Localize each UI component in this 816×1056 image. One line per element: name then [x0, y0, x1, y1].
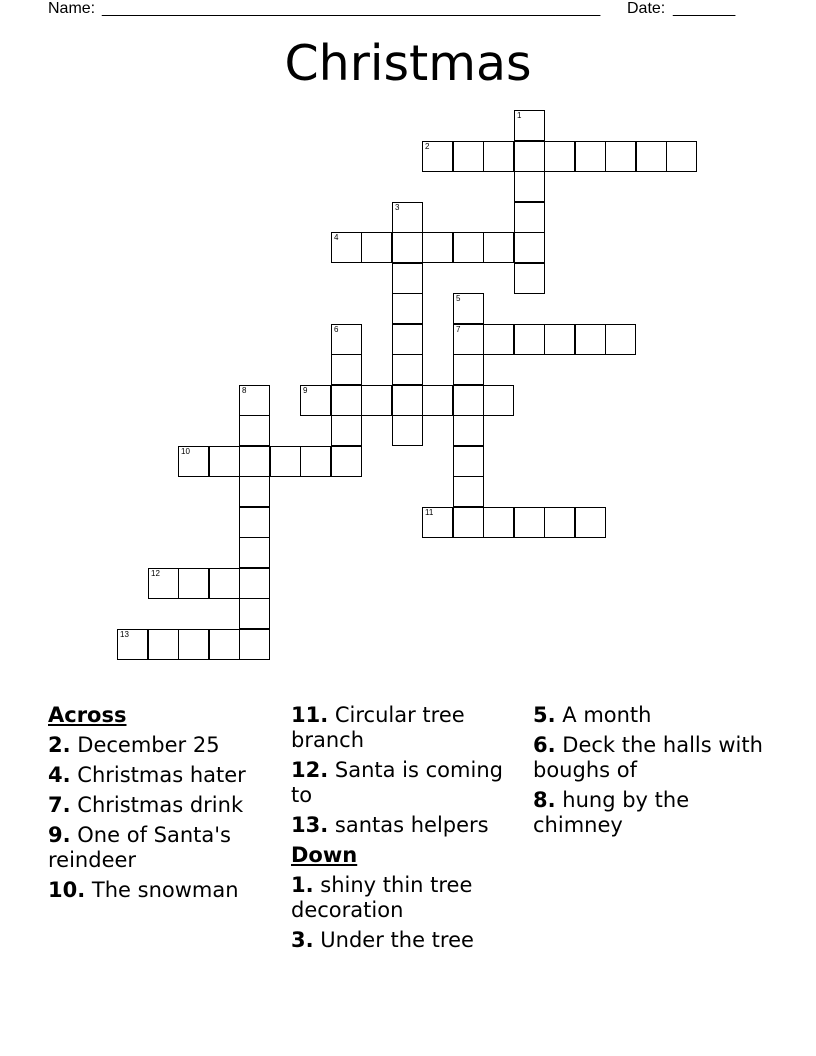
name-label: Name:: [48, 0, 96, 17]
clue-across-2: [48, 733, 278, 758]
date-label: Date:: [627, 0, 666, 17]
crossword-cell[interactable]: [392, 232, 423, 263]
crossword-cell[interactable]: [453, 415, 484, 446]
crossword-cell[interactable]: [514, 263, 545, 294]
clue-text: Santa is coming to: [291, 758, 503, 807]
clue-across-9: [48, 823, 278, 873]
clue-number-label: 11: [425, 508, 434, 517]
clue-number: 12.: [291, 758, 329, 782]
clue-number-label: 6: [334, 325, 339, 334]
crossword-cell[interactable]: [209, 629, 240, 660]
clue-text: The snowman: [91, 878, 239, 902]
clue-number: 6.: [533, 733, 556, 757]
crossword-cell[interactable]: [117, 629, 148, 660]
crossword-cell[interactable]: [575, 141, 606, 172]
clue-number-label: 3: [395, 203, 400, 212]
clue-down-5: [533, 703, 763, 728]
clue-number: 2.: [48, 733, 71, 757]
crossword-cell[interactable]: [392, 263, 423, 294]
crossword-cell[interactable]: [605, 324, 636, 355]
crossword-cell[interactable]: [392, 324, 423, 355]
crossword-cell[interactable]: [178, 446, 209, 477]
crossword-cell[interactable]: [239, 446, 270, 477]
crossword-cell[interactable]: [483, 385, 514, 416]
crossword-cell[interactable]: [239, 476, 270, 507]
clue-text: Deck the halls with boughs of: [533, 733, 763, 782]
clue-number-label: 8: [242, 386, 247, 395]
crossword-cell[interactable]: [239, 507, 270, 538]
clue-number: 5.: [533, 703, 556, 727]
crossword-cell[interactable]: [453, 354, 484, 385]
clue-number: 4.: [48, 763, 71, 787]
crossword-cell[interactable]: [453, 324, 484, 355]
clue-across-7: [48, 793, 278, 818]
crossword-cell[interactable]: [666, 141, 697, 172]
crossword-cell[interactable]: [331, 446, 362, 477]
crossword-cell[interactable]: [605, 141, 636, 172]
crossword-cell[interactable]: [392, 202, 423, 233]
crossword-cell[interactable]: [392, 415, 423, 446]
crossword-cell[interactable]: [544, 324, 575, 355]
crossword-cell[interactable]: [453, 476, 484, 507]
crossword-cell[interactable]: [453, 446, 484, 477]
clues-column-1: [48, 703, 278, 908]
crossword-cell[interactable]: [239, 537, 270, 568]
crossword-cell[interactable]: [483, 507, 514, 538]
crossword-cell[interactable]: [300, 446, 331, 477]
crossword-cell[interactable]: [300, 385, 331, 416]
crossword-cell[interactable]: [483, 141, 514, 172]
across-heading: Across: [48, 703, 127, 727]
crossword-cell[interactable]: [331, 232, 362, 263]
crossword-cell[interactable]: [331, 385, 362, 416]
down-heading: Down: [291, 843, 358, 867]
crossword-cell[interactable]: [453, 293, 484, 324]
crossword-cell[interactable]: [514, 324, 545, 355]
crossword-cell[interactable]: [483, 324, 514, 355]
crossword-cell[interactable]: [331, 324, 362, 355]
clue-number: 10.: [48, 878, 86, 902]
page-title: Christmas: [284, 35, 532, 92]
crossword-cell[interactable]: [392, 293, 423, 324]
crossword-cell[interactable]: [331, 415, 362, 446]
clue-across-4: [48, 763, 278, 788]
crossword-cell[interactable]: [239, 568, 270, 599]
clue-number-label: 1: [517, 111, 522, 120]
clue-number: 8.: [533, 788, 556, 812]
crossword-cell[interactable]: [514, 110, 545, 141]
crossword-cell[interactable]: [453, 232, 484, 263]
crossword-cell[interactable]: [148, 629, 179, 660]
clue-number: 7.: [48, 793, 71, 817]
crossword-cell[interactable]: [483, 232, 514, 263]
crossword-cell[interactable]: [514, 232, 545, 263]
clue-number-label: 9: [303, 386, 308, 395]
clue-number-label: 7: [456, 325, 461, 334]
clue-number: 1.: [291, 873, 314, 897]
crossword-cell[interactable]: [361, 385, 392, 416]
crossword-cell[interactable]: [239, 629, 270, 660]
crossword-cell[interactable]: [209, 568, 240, 599]
clue-number: 13.: [291, 813, 329, 837]
crossword-cell[interactable]: [270, 446, 301, 477]
crossword-cell[interactable]: [239, 415, 270, 446]
clue-across-13: [291, 813, 521, 838]
crossword-cell[interactable]: [575, 507, 606, 538]
crossword-cell[interactable]: [239, 385, 270, 416]
crossword-cell[interactable]: [453, 141, 484, 172]
crossword-cell[interactable]: [453, 507, 484, 538]
clue-number-label: 4: [334, 233, 339, 242]
clue-number-label: 10: [181, 447, 190, 456]
crossword-cell[interactable]: [544, 141, 575, 172]
clues-column-3: [533, 703, 763, 843]
crossword-cell[interactable]: [209, 446, 240, 477]
clue-number-label: 5: [456, 294, 461, 303]
clue-text: shiny thin tree decoration: [291, 873, 473, 922]
clues-column-2: [291, 703, 521, 958]
crossword-cell[interactable]: [575, 324, 606, 355]
crossword-cell[interactable]: [422, 141, 453, 172]
clue-down-1: [291, 873, 521, 923]
crossword-cell[interactable]: [514, 507, 545, 538]
crossword-cell[interactable]: [239, 598, 270, 629]
clue-number-label: 13: [120, 630, 129, 639]
clue-across-12: [291, 758, 521, 808]
clue-text: Under the tree: [320, 928, 474, 952]
clue-text: Christmas drink: [77, 793, 244, 817]
clue-number: 9.: [48, 823, 71, 847]
date-line[interactable]: _______: [673, 0, 736, 17]
crossword-cell[interactable]: [178, 568, 209, 599]
clue-number-label: 2: [425, 142, 430, 151]
crossword-cell[interactable]: [392, 385, 423, 416]
clue-text: One of Santa's reindeer: [48, 823, 231, 872]
clue-across-11: [291, 703, 521, 753]
clue-text: Christmas hater: [77, 763, 246, 787]
crossword-cell[interactable]: [361, 232, 392, 263]
crossword-cell[interactable]: [422, 385, 453, 416]
clue-text: Circular tree branch: [291, 703, 465, 752]
crossword-cell[interactable]: [422, 507, 453, 538]
clue-number: 3.: [291, 928, 314, 952]
crossword-cell[interactable]: [544, 507, 575, 538]
crossword-cell[interactable]: [392, 354, 423, 385]
name-line[interactable]: ________________________________________________________: [102, 0, 601, 17]
clue-text: December 25: [77, 733, 220, 757]
crossword-cell[interactable]: [331, 354, 362, 385]
clue-down-8: [533, 788, 763, 838]
crossword-cell[interactable]: [453, 385, 484, 416]
clue-down-3: [291, 928, 521, 953]
clue-text: santas helpers: [334, 813, 489, 837]
clue-text: A month: [562, 703, 652, 727]
crossword-cell[interactable]: [514, 141, 545, 172]
crossword-cell[interactable]: [514, 202, 545, 233]
clue-text: hung by the chimney: [533, 788, 690, 837]
crossword-cell[interactable]: [178, 629, 209, 660]
crossword-cell[interactable]: [514, 171, 545, 202]
crossword-cell[interactable]: [422, 232, 453, 263]
crossword-cell[interactable]: [148, 568, 179, 599]
crossword-cell[interactable]: [636, 141, 667, 172]
clue-across-10: [48, 878, 278, 903]
clue-number: 11.: [291, 703, 329, 727]
clue-down-6: [533, 733, 763, 783]
clue-number-label: 12: [151, 569, 160, 578]
